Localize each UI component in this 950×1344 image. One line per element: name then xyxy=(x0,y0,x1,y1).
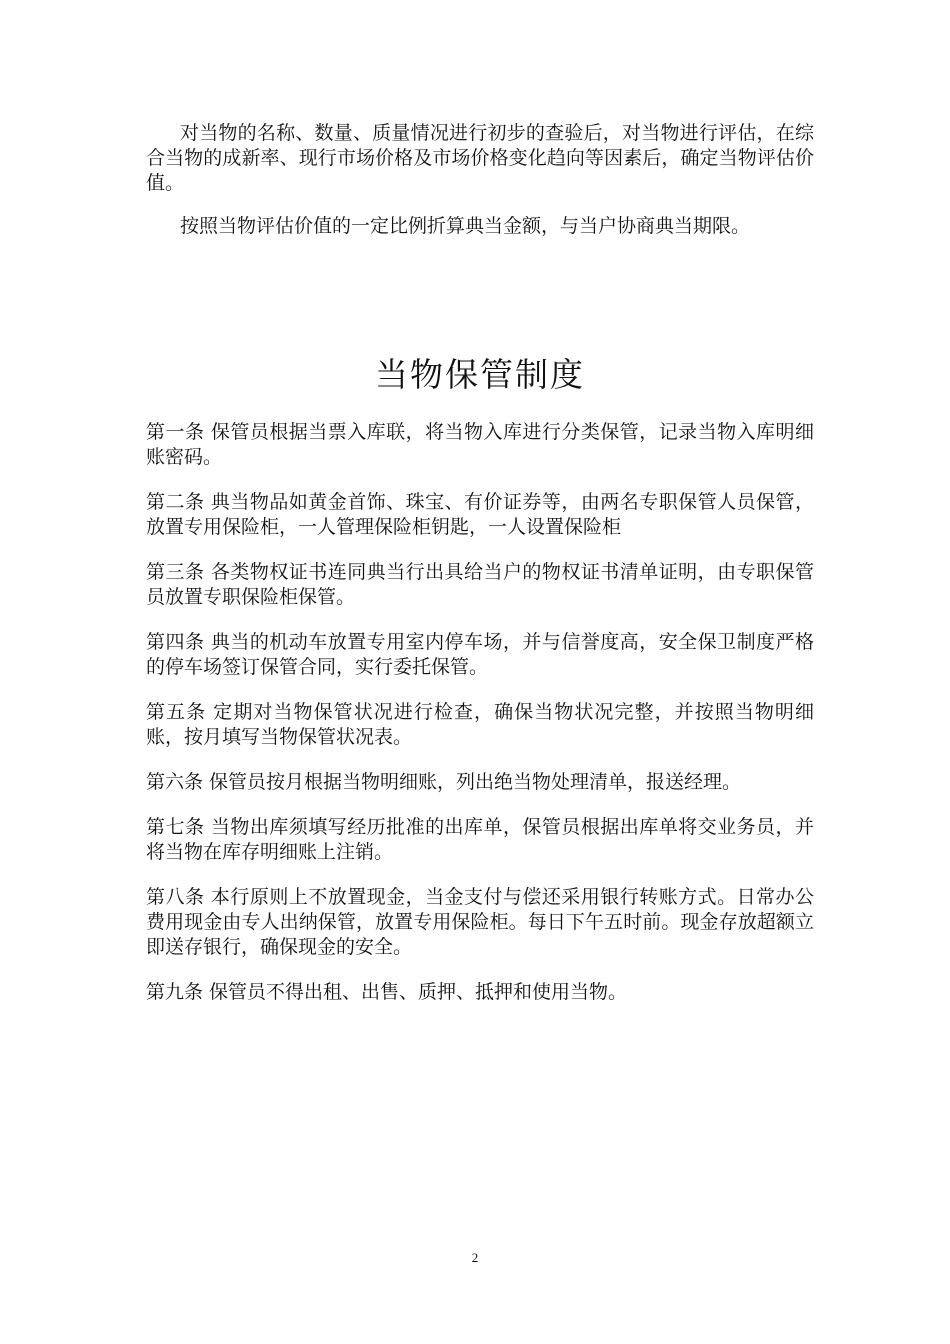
article-4: 第四条 典当的机动车放置专用室内停车场，并与信誉度高，安全保卫制度严格的停车场签订保管合同，实行委托保管。 xyxy=(146,631,814,678)
intro-paragraph-1: 对当物的名称、数量、质量情况进行初步的查验后，对当物进行评估，在综合当物的成新率、现行市场价格及市场价格变化趋向等因素后，确定当物评估价值。 xyxy=(146,122,814,194)
page-content xyxy=(146,121,814,1025)
article-6: 第六条 保管员按月根据当物明细账，列出绝当物处理清单，报送经理。 xyxy=(146,771,742,793)
page-number: 2 xyxy=(471,1250,479,1265)
article-9: 第九条 保管员不得出租、出售、质押、抵押和使用当物。 xyxy=(146,981,628,1003)
article-3: 第三条 各类物权证书连同典当行出具给当户的物权证书清单证明，由专职保管员放置专职保险柜保管。 xyxy=(146,561,814,608)
article-7: 第七条 当物出库须填写经历批准的出库单，保管员根据出库单将交业务员，并将当物在库存明细账上注销。 xyxy=(146,816,814,863)
article-2: 第二条 典当物品如黄金首饰、珠宝、有价证券等，由两名专职保管人员保管，放置专用保险柜，一人管理保险柜钥匙，一人设置保险柜 xyxy=(146,491,814,538)
section-title: 当物保管制度 xyxy=(375,355,585,394)
article-5: 第五条 定期对当物保管状况进行检查，确保当物状况完整，并按照当物明细账，按月填写当物保管状况表。 xyxy=(146,701,814,748)
article-8: 第八条 本行原则上不放置现金，当金支付与偿还采用银行转账方式。日常办公费用现金由专人出纳保管，放置专用保险柜。每日下午五时前。现金存放超额立即送存银行，确保现金的安全。 xyxy=(146,886,814,958)
intro-paragraph-2: 按照当物评估价值的一定比例折算典当金额，与当户协商典当期限。 xyxy=(180,215,751,237)
article-1: 第一条 保管员根据当票入库联，将当物入库进行分类保管，记录当物入库明细账密码。 xyxy=(146,421,814,468)
